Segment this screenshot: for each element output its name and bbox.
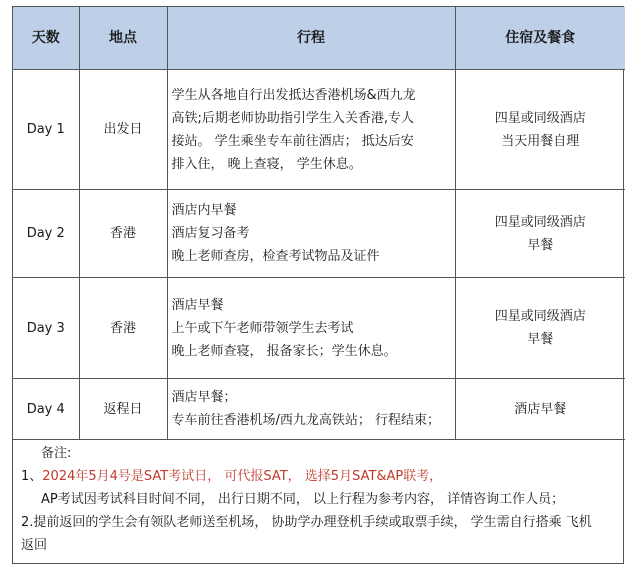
stay-line: 四星或同级酒店 <box>494 110 586 126</box>
schedule-cell <box>167 70 455 190</box>
stay-cell <box>455 379 625 440</box>
stay-line: 早餐 <box>527 237 554 253</box>
schedule-cell <box>167 379 455 440</box>
header-schedule: 行程 <box>167 7 455 70</box>
schedule-cell <box>167 278 455 379</box>
note-2: 2.提前返回的学生会有领队老师送至机场， 协助学办理登机手续或取票手续， 学生需自行搭乘 飞机 <box>21 515 592 530</box>
place-cell: 香港 <box>79 190 167 278</box>
schedule-line: 晚上老师查房，检查考试物品及证件 <box>171 249 380 264</box>
schedule-line: 酒店内早餐 <box>171 203 237 218</box>
table-header-row <box>13 7 625 70</box>
day-cell: Day 1 <box>13 70 79 190</box>
table-row <box>13 70 625 190</box>
table-row <box>13 379 625 440</box>
place-cell: 返程日 <box>79 379 167 440</box>
place-cell: 香港 <box>79 278 167 379</box>
stay-line: 酒店早餐 <box>514 401 567 417</box>
schedule-line: 排入住， 晚上查寝， 学生休息。 <box>171 156 362 172</box>
schedule-cell <box>167 190 455 278</box>
schedule-line: 高铁;后期老师协助指引学生入关香港,专人 <box>171 110 415 126</box>
table-row <box>13 190 625 278</box>
stay-cell <box>455 70 625 190</box>
itinerary-table <box>13 7 625 440</box>
stay-cell <box>455 190 625 278</box>
itinerary-document <box>12 6 624 564</box>
schedule-line: 学生从各地自行出发抵达香港机场&西九龙 <box>171 87 416 103</box>
schedule-line: 专车前往香港机场/西九龙高铁站； 行程结束； <box>171 413 441 428</box>
stay-line: 四星或同级酒店 <box>494 309 586 324</box>
schedule-line: 酒店复习备考 <box>171 226 250 241</box>
note-1 <box>21 465 617 488</box>
stay-line: 当天用餐自理 <box>501 133 580 149</box>
schedule-line: 酒店早餐； <box>171 390 237 405</box>
day-cell: Day 4 <box>13 379 79 440</box>
schedule-line: 接站。 学生乘坐专车前往酒店； 抵达后安 <box>171 133 414 149</box>
schedule-line: 晚上老师查寝， 报备家长；学生休息。 <box>171 343 397 359</box>
stay-cell <box>455 278 625 379</box>
table-row <box>13 278 625 379</box>
stay-line: 四星或同级酒店 <box>494 214 586 230</box>
note-1-highlight: 2024年5月4号是SAT考试日， 可代报SAT， 选择5月SAT&AP联考， <box>42 469 443 484</box>
schedule-line: 上午或下午老师带领学生去考试 <box>171 320 354 336</box>
stay-line: 早餐 <box>527 332 554 347</box>
note-1-continuation: AP考试因考试科目时间不同， 出行日期不同， 以上行程为参考内容， 详情咨询工作人员； <box>41 492 565 507</box>
schedule-line: 酒店早餐 <box>171 297 224 313</box>
day-cell: Day 2 <box>13 190 79 278</box>
day-cell: Day 3 <box>13 278 79 379</box>
notes-title: 备注: <box>41 446 72 461</box>
place-cell: 出发日 <box>79 70 167 190</box>
header-stay: 住宿及餐食 <box>455 7 625 70</box>
header-days: 天数 <box>13 7 79 70</box>
note-1-prefix: 1、 <box>21 469 43 484</box>
note-2-continuation: 返回 <box>21 538 48 553</box>
header-place: 地点 <box>79 7 167 70</box>
notes-section <box>13 440 623 563</box>
